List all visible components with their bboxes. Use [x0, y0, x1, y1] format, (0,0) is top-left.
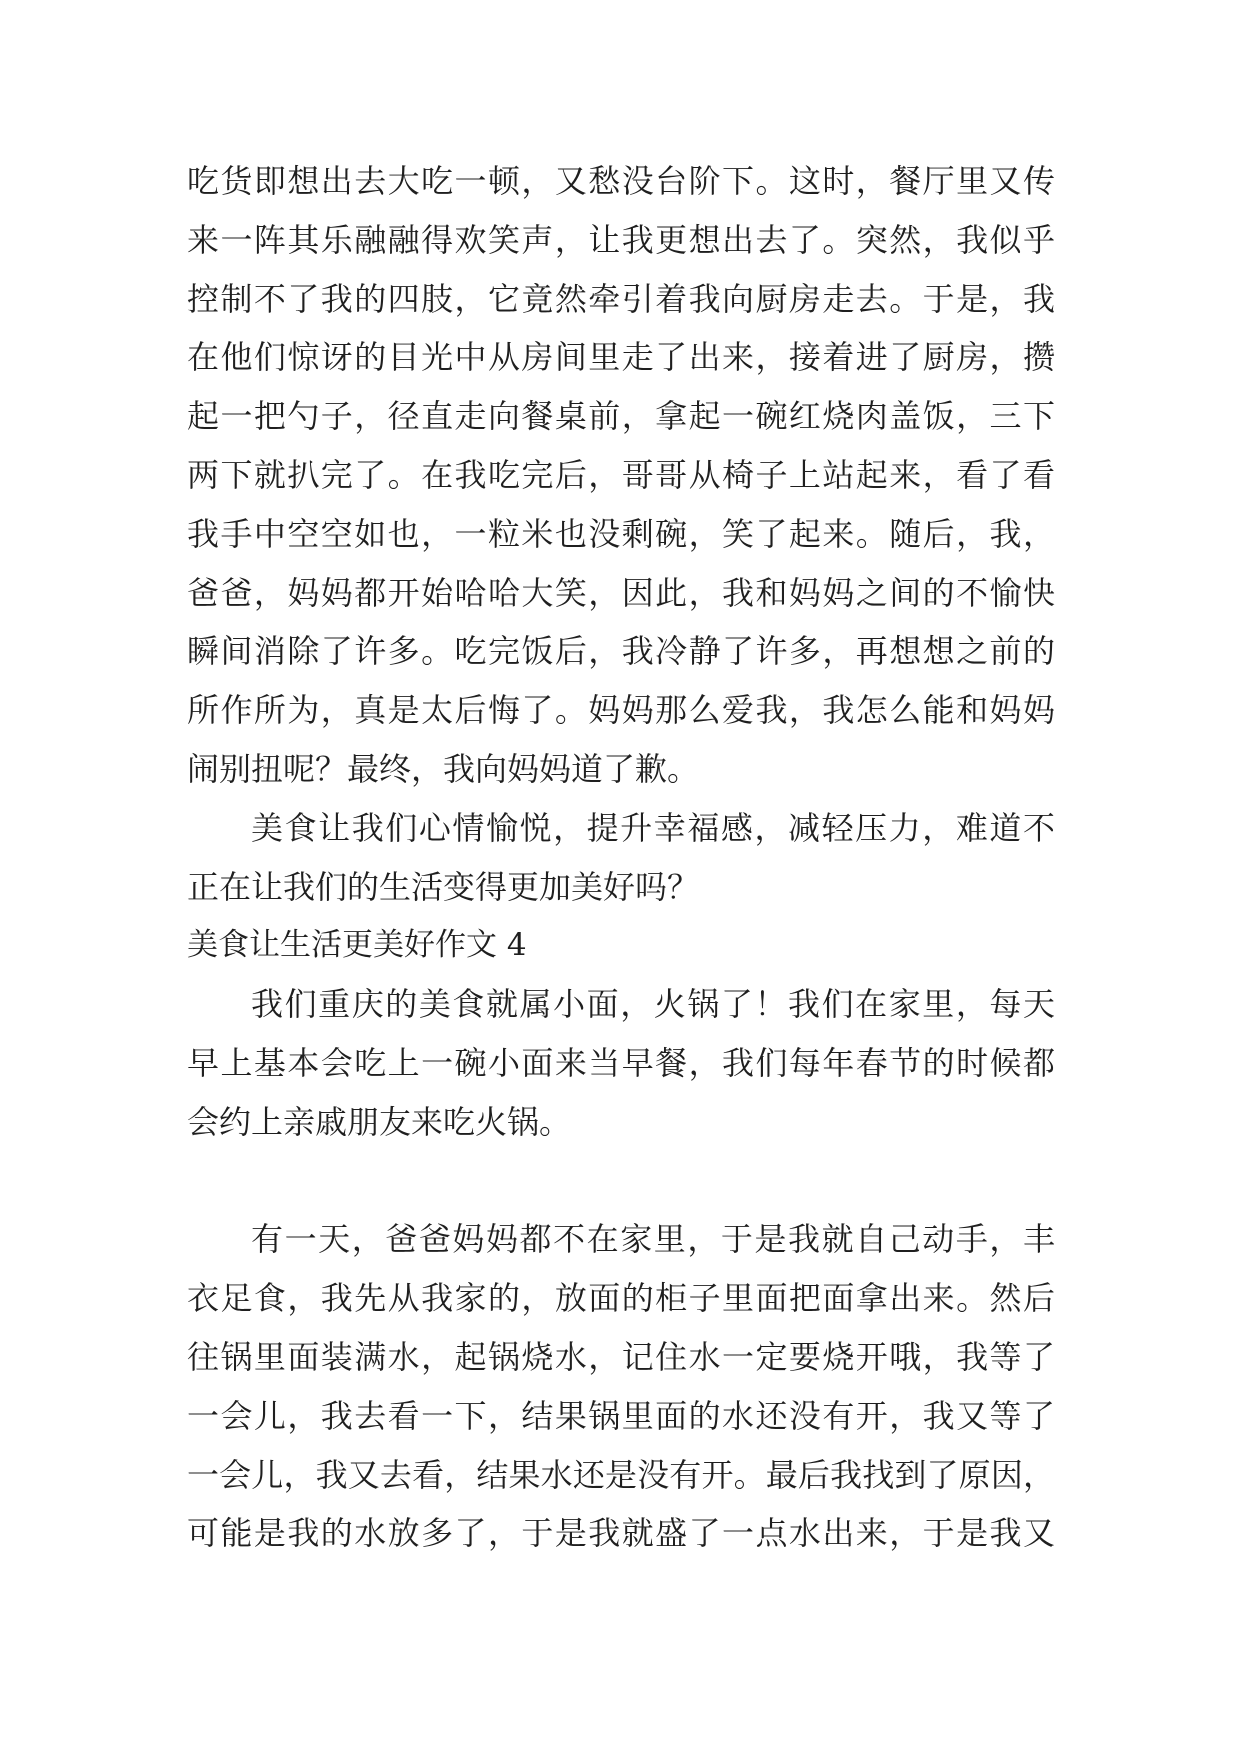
text-line: 控制不了我的四肢，它竟然牵引着我向厨房走去。于是，我: [187, 279, 1055, 318]
text-line: 一会儿，我又去看，结果水还是没有开。最后我找到了原因，: [187, 1455, 1055, 1494]
text-line: 吃货即想出去大吃一顿，又愁没台阶下。这时，餐厅里又传: [187, 162, 1055, 200]
text-line: 早上基本会吃上一碗小面来当早餐，我们每年春节的时候都: [187, 1043, 1055, 1082]
document-body: [187, 152, 1055, 1563]
text-line: 可能是我的水放多了，于是我就盛了一点水出来，于是我又: [187, 1514, 1055, 1553]
paragraph: [187, 1210, 1055, 1563]
text-line: 爸爸，妈妈都开始哈哈大笑，因此，我和妈妈之间的不愉快: [187, 573, 1055, 612]
text-line: 美食让我们心情愉悦，提升幸福感，减轻压力，难道不: [251, 808, 1055, 847]
text-line: 往锅里面装满水，起锅烧水，记住水一定要烧开哦，我等了: [187, 1337, 1055, 1376]
text-line: 我手中空空如也，一粒米也没剩碗，笑了起来。随后，我，: [187, 514, 1055, 553]
text-line: 来一阵其乐融融得欢笑声，让我更想出去了。突然，我似乎: [187, 220, 1055, 259]
text-line: 闹别扭呢？最终，我向妈妈道了歉。: [187, 749, 700, 788]
paragraph: [187, 799, 1055, 917]
section-heading: 美食让生活更美好作文 4: [187, 927, 527, 964]
text-line: 两下就扒完了。在我吃完后，哥哥从椅子上站起来，看了看: [187, 455, 1055, 494]
text-line: 瞬间消除了许多。吃完饭后，我冷静了许多，再想想之前的: [187, 632, 1055, 671]
blank-line: [187, 1152, 1055, 1211]
text-line: 所作所为，真是太后悔了。妈妈那么爱我，我怎么能和妈妈: [187, 691, 1055, 730]
text-line: 正在让我们的生活变得更加美好吗？: [187, 867, 700, 906]
text-line: 衣足食，我先从我家的，放面的柜子里面把面拿出来。然后: [187, 1279, 1055, 1318]
paragraph: [187, 975, 1055, 1151]
text-line: 会约上亲戚朋友来吃火锅。: [187, 1102, 572, 1141]
text-line: 我们重庆的美食就属小面，火锅了！我们在家里，每天: [251, 985, 1055, 1024]
text-line: 一会儿，我去看一下，结果锅里面的水还没有开，我又等了: [187, 1396, 1055, 1435]
text-line: 起一把勺子，径直走向餐桌前，拿起一碗红烧肉盖饭，三下: [187, 397, 1055, 436]
text-line: 有一天，爸爸妈妈都不在家里，于是我就自己动手，丰: [251, 1220, 1055, 1259]
paragraph: [187, 152, 1055, 799]
text-line: 在他们惊讶的目光中从房间里走了出来，接着进了厨房，攒: [187, 338, 1055, 377]
